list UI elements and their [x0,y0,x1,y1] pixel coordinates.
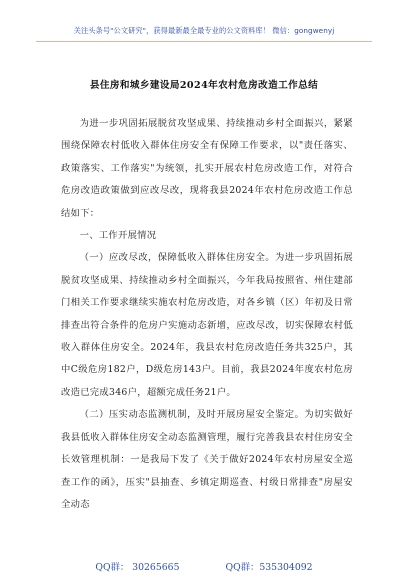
body-paragraph: （二）压实动态监测机制，及时开展房屋安全鉴定。为切实做好我县低收入群体住房安全动态监测管理，履行完善我县农村住房安全长效管理机制：一是我局下发了《关于做好2024年农村房屋安全巡查工作的函》，压实"县抽查、乡镇定期巡查、村级日常排查"房屋安全动态 [61,409,353,510]
footer-qq-group-2: QQ群：535304092 [225,562,313,573]
footer [0,559,408,573]
section-heading: 一、工作开展情况 [79,230,157,242]
header-divider [36,41,372,42]
body-paragraph: （一）应改尽改，保障低收入群体住房安全。为进一步巩固拓展脱贫攻坚成果、持续推动乡村全面振兴，今年我局按照省、州住建部门相关工作要求继续实施农村危房改造，对各乡镇（区）年初及日常排查出符合条件的危房户实施动态新增，应改尽改，切实保障农村低收入群体住房安全。2024年，我县农村危房改造任务共325户，其中C级危房182户，D级危房143户。目前，我县2024年度农村危房改造已完成346户，超额完成任务21户。 [61,252,353,398]
document-body [61,113,353,516]
footer-qq-group-1: QQ群： 30265665 [95,562,180,573]
document-title: 县住房和城乡建设局2024年农村危房改造工作总结 [89,80,319,91]
intro-paragraph: 为进一步巩固拓展脱贫攻坚成果、持续推动乡村全面振兴，紧紧围绕保障农村低收入群体住房安全有保障工作要求，以"责任落实、政策落实、工作落实"为统领，扎实开展农村危房改造工作，对符合危房改造政策做到应改尽改，现将我县2024年农村危房改造工作总结如下： [61,118,353,219]
header-banner: 关注头条号"公文研究"，获得最新最全最专业的公文资料库！ 微信：gongwenyj [73,26,335,35]
